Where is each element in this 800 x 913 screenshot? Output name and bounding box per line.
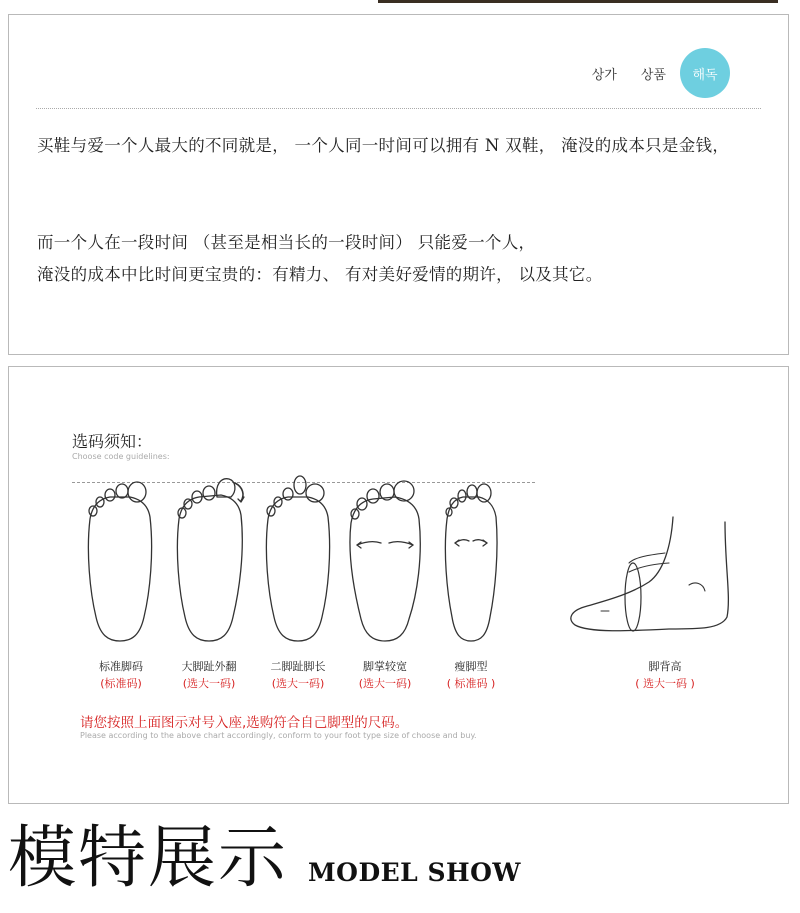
tab-product[interactable]: 상품 [640,67,666,83]
foot-long-second-toe-icon [266,476,329,641]
size-notice: 请您按照上面图示对号入座,选购符合自己脚型的尺码。 [80,715,409,731]
foot-label-wide: 脚掌较宽 [363,660,407,673]
foot-wide-icon [350,481,420,641]
foot-note-wide: (选大一码) [358,677,412,690]
tab-bar [568,48,730,98]
foot-slim-icon [445,484,497,641]
intro-paragraph-1: 买鞋与爱一个人最大的不同就是， 一个人同一时间可以拥有 N 双鞋， 淹没的成本只是金钱， [37,136,730,155]
foot-note-slim: ( 标准码 ) [446,677,496,690]
foot-label-slim: 瘦脚型 [454,660,488,673]
foot-note-bunion: (选大一码) [182,677,236,690]
foot-standard-icon [88,482,151,641]
foot-label-standard: 标准脚码 [99,660,143,673]
foot-label-high-instep: 脚背高 [648,660,682,673]
foot-label-long-second-toe: 二脚趾脚长 [270,660,326,673]
size-guide-subtitle: Choose code guidelines: [72,452,170,461]
foot-note-high-instep: ( 选大一码 ) [635,677,695,690]
model-section-title: 模特展示 [8,819,289,898]
size-notice-english: Please according to the above chart accordingly, conform to your foot type size of choose and buy. [80,731,477,740]
intro-paragraph-2-line-1: 而一个人在一段时间 （甚至是相当长的一段时间） 只能爱一个人， [37,233,536,252]
foot-bunion-icon [177,479,244,641]
foot-note-standard: (标准码) [100,677,142,690]
model-section-subtitle: MODEL SHOW [308,858,521,887]
foot-high-instep-icon [571,517,728,631]
foot-label-bunion: 大脚趾外翻 [181,660,237,673]
size-guide-title: 选码须知： [72,432,153,451]
foot-note-long-second-toe: (选大一码) [271,677,325,690]
tab-interpretation[interactable]: 해독 [680,48,730,98]
tab-shop[interactable]: 상가 [591,67,617,83]
divider [36,108,761,109]
size-guide-panel [8,366,789,804]
intro-paragraph-2 [37,227,767,291]
intro-paragraph-2-line-2: 淹没的成本中比时间更宝贵的：有精力、 有对美好爱情的期许， 以及其它。 [37,265,603,284]
intro-panel [8,14,789,355]
top-accent-bar [378,0,778,3]
